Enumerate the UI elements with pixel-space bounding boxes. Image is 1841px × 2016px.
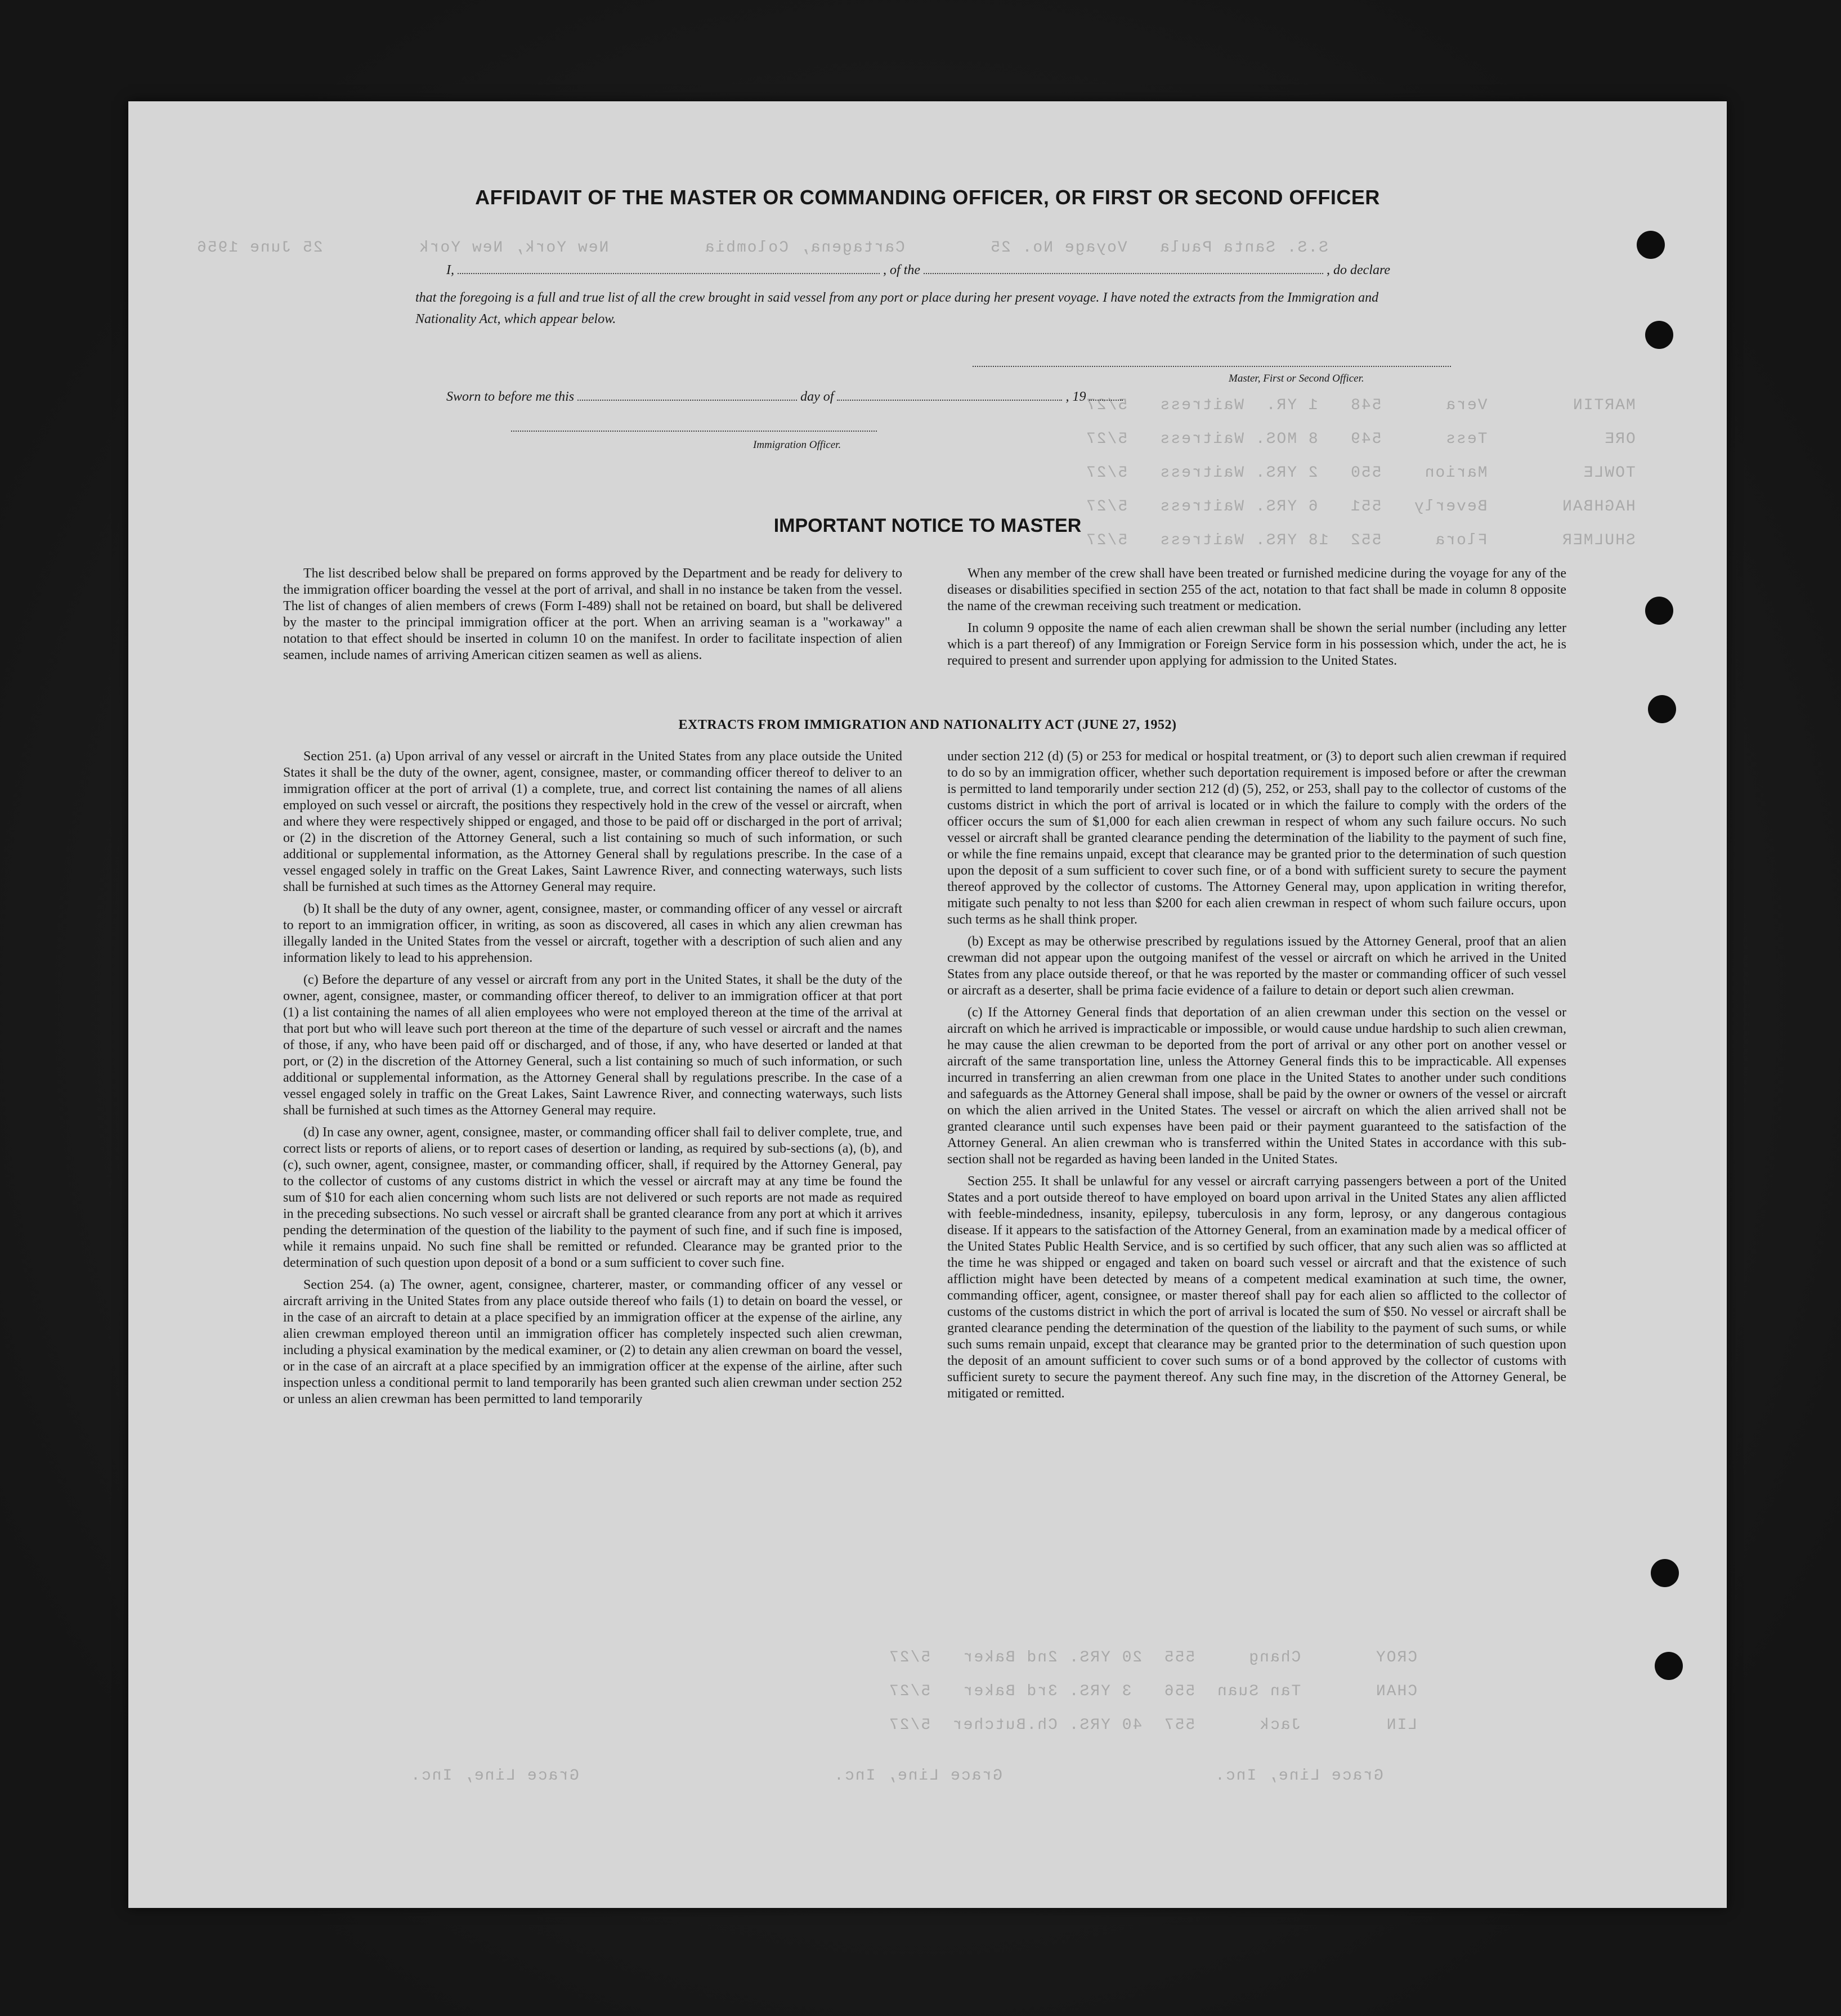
- year-prefix: , 19: [1065, 389, 1086, 404]
- vessel-field: [924, 262, 1323, 274]
- section-paragraph: Section 255. It shall be unlawful for any vessel or aircraft carrying passengers between a port of the United States and a port outside thereof to have employed on board upon arrival in the United States any alien afflicted with feeble-mindedness, insanity, epilepsy, tuberculosis in any form, leprosy, or any dangerous contagious disease. If it appears to the satisfaction of the Attorney General, from an examination made by a medical officer of the United States Public Health Service, and is so certified by such officer, that any such alien was so afflicted at the time he was shipped or engaged and taken on board such vessel or aircraft and that the existence of such affliction might have been detected by means of a competent medical examination at such time, the owner, commanding officer, agent, consignee, or master thereof shall pay for each alien so afflicted to the collector of customs of the customs district in which the port of arrival is located the sum of $50. No vessel or aircraft shall be granted clearance pending the determination of the question of the liability to the payment of such sums, or while such sums remain unpaid, except that clearance may be granted prior to the determination of such question upon the deposit of an amount sufficient to cover such sums or of a bond approved by the collector of customs with sufficient surety to secure the payment thereof. Any such fine may, in the discretion of the Attorney General, be mitigated or remitted.: [947, 1174, 1566, 1401]
- bleed-through-text: ORE Tess 549 8 MOS. Waitress 5/27: [1085, 431, 1636, 448]
- sworn-label: Sworn to before me this: [446, 389, 575, 404]
- punch-hole: [1655, 1652, 1683, 1680]
- affidavit-statement: that the foregoing is a full and true list of all the crew brought in said vessel from any port or place during her present voyage. I have noted the extracts from the Immigration and Nationality Act, which appear below.: [415, 290, 1379, 326]
- section-paragraph: (b) It shall be the duty of any owner, agent, consignee, master, or commanding officer of any vessel or aircraft to report to an immigration officer, in writing, as soon as discovered, all cases in which any alien crewman has illegally landed in the United States from the vessel or aircraft, together with a description of such alien and any information likely to lead to his apprehension.: [283, 902, 902, 965]
- do-declare-label: , do declare: [1327, 263, 1391, 277]
- sworn-day-field: [577, 388, 797, 401]
- punch-hole: [1651, 1559, 1679, 1587]
- bleed-through-text: CROY Chang 555 20 YRS. 2nd Baker 5/27: [888, 1649, 1418, 1666]
- punch-hole: [1645, 321, 1673, 349]
- section-paragraph: (d) In case any owner, agent, consignee, master, or commanding officer shall fail to deliver complete, true, and correct lists or reports of aliens, or to report cases of desertion or landing, as required by sub-sections (a), (b), and (c), such owner, agent, consignee, master, or commanding officer, shall, if required by the Attorney General, pay to the collector of customs of any customs district in which the vessel or aircraft may at any time be found the sum of $10 for each alien concerning whom such lists are not delivered or such reports are not made as required in the preceding subsections. No such vessel or aircraft shall be granted clearance from any port at which it arrives pending the determination of the question of the liability to the payment of such fine, and if such fine is imposed, while it remains unpaid. No such fine shall be remitted or refunded. Clearance may be granted prior to the determination of such question upon deposit of a bond or a sum sufficient to cover such fine.: [283, 1125, 902, 1270]
- section-paragraph: under section 212 (d) (5) or 253 for medical or hospital treatment, or (3) to deport such alien crewman if required to do so by an immigration officer, whether such deportation requirement is imposed before or after the crewman is permitted to land temporarily under section 212 (d) (5), 252, or 253, shall pay to the collector of customs of the customs district in which the port of arrival is located or in which the failure to comply with the orders of the officer occurs the sum of $1,000 for each alien crewman in respect of whom any such failure occurs. No such vessel or aircraft shall be granted clearance pending the determination of the liability to the payment of such fine, or while the fine remains unpaid, except that clearance may be granted prior to the determination of such question upon the deposit of a sum sufficient to cover such fine, or of a bond with sufficient surety to secure the payment thereof approved by the collector of customs. The Attorney General may, upon application in writing therefor, mitigate such penalty to not less than $200 for each alien crewman in respect of whom such failure occurs, upon such terms as he shall think proper.: [947, 749, 1566, 927]
- notice-paragraph: The list described below shall be prepared on forms approved by the Department and be ready for delivery to the immigration officer boarding the vessel at the port of arrival, and shall in no instance be taken from the vessel. The list of changes of alien members of crews (Form I-489) shall not be retained on board, but shall be delivered by the master to the principal immigration officer at the port. When an arriving seaman is a "workaway" a notation to that effect should be inserted in column 10 on the manifest. In order to facilitate inspection of alien seamen, include names of arriving American citizen seamen as well as aliens.: [283, 566, 902, 662]
- section-paragraph: Section 251. (a) Upon arrival of any vessel or aircraft in the United States from any place outside the United States it shall be the duty of the owner, agent, consignee, master, or commanding officer thereof to deliver to an immigration officer at the port of arrival (1) a complete, true, and correct list containing the names of all aliens employed on such vessel or aircraft, the positions they respectively hold in the crew of the vessel or aircraft, when and where they were respectively shipped or engaged, and those to be paid off or discharged in the port of arrival; or (2) in the discretion of the Attorney General, such a list containing so much of such information, or such additional or supplemental information, as the Attorney General shall by regulations prescribe. In the case of a vessel engaged solely in traffic on the Great Lakes, Saint Lawrence River, and connecting waterways, such lists shall be furnished at such times as the Attorney General may require.: [283, 749, 902, 894]
- sworn-line: [446, 388, 1347, 405]
- punch-hole: [1637, 231, 1665, 259]
- extracts-title: EXTRACTS FROM IMMIGRATION AND NATIONALITY ACT (JUNE 27, 1952): [678, 718, 1177, 732]
- day-of-label: day of: [800, 389, 834, 404]
- notice-right-column: [947, 566, 1566, 675]
- notice-paragraph: When any member of the crew shall have been treated or furnished medicine during the voyage for any of the diseases or disabilities specified in section 255 of the act, notation to that fact shall be made in column 8 opposite the name of the crewman receiving such treatment or medication.: [947, 566, 1566, 613]
- extracts-right-column: [947, 749, 1566, 1408]
- immigration-officer-caption: Immigration Officer.: [753, 439, 841, 451]
- declaration-i-label: I,: [446, 263, 454, 277]
- section-paragraph: (b) Except as may be otherwise prescribed by regulations issued by the Attorney General, proof that an alien crewman did not appear upon the outgoing manifest of the vessel or aircraft on which he arrived in the United States from any place outside thereof, or that he was reported by the master or commanding officer of such vessel or aircraft as a deserter, shall be prima facie evidence of a failure to detain or deport such alien crewman.: [947, 934, 1566, 998]
- bleed-through-text: S.S. Santa Paula Voyage No. 25 Cartagena, Colombia New York, New York 25 June 1956: [196, 239, 1328, 257]
- sworn-year-field: [1089, 388, 1123, 401]
- sworn-month-field: [837, 388, 1062, 401]
- notice-title: IMPORTANT NOTICE TO MASTER: [773, 515, 1082, 536]
- master-signature-field: [973, 355, 1451, 367]
- immigration-officer-signature-field: [511, 419, 877, 432]
- of-the-label: , of the: [883, 263, 920, 277]
- section-paragraph: (c) Before the departure of any vessel or aircraft from any port in the United States, it shall be the duty of the owner, agent, consignee, master, or commanding officer thereof, to deliver to an immigration officer at that port (1) a list containing the names of all alien employees who were not employed thereon at the time of the arrival at that port but who will leave such port thereon at the time of the departure of such vessel or aircraft and the names of those, if any, who have been paid off or discharged, and of those, if any, who have deserted or landed at that port, or (2) in the discretion of the Attorney General, such a list containing so much of such information, or such additional or supplemental information, as the Attorney General shall by regulations prescribe. In the case of a vessel engaged solely in traffic on the Great Lakes, Saint Lawrence River, and connecting waterways, such lists shall be furnished at such times as the Attorney General may require.: [283, 973, 902, 1118]
- declaration-line: [446, 262, 1426, 278]
- section-paragraph: Section 254. (a) The owner, agent, consignee, charterer, master, or commanding officer of any vessel or aircraft arriving in the United States from any place outside thereof who fails (1) to detain on board the vessel, or in the case of an aircraft to detain at a place specified by an immigration officer at the expense of the airline, any alien crewman employed thereon until an immigration officer has completely inspected such alien crewman, including a physical examination by the medical examiner, or (2) to detain any alien crewman on board the vessel, or in the case of an aircraft at a place specified by an immigration officer at the expense of the airline, after such inspection unless a conditional permit to land temporarily has been granted such alien crewman under section 252 or unless an alien crewman has been permitted to land temporarily: [283, 1278, 902, 1406]
- punch-hole: [1645, 597, 1673, 625]
- document-page: [128, 101, 1727, 1908]
- extracts-left-column: [283, 749, 902, 1413]
- notice-paragraph: In column 9 opposite the name of each alien crewman shall be shown the serial number (including any letter which is a part thereof) of any Immigration or Foreign Service form in his possession which, under the act, he is required to present and surrender upon applying for admission to the United States.: [947, 621, 1566, 668]
- bleed-through-text: CHAN Tan Suan 556 3 YRS. 3rd Baker 5/27: [888, 1683, 1418, 1700]
- notice-left-paragraph: [283, 566, 902, 669]
- section-paragraph: (c) If the Attorney General finds that deportation of an alien crewman under this section on the vessel or aircraft on which he arrived is impracticable or impossible, or would cause undue hardship to such alien crewman, he may cause the alien crewman to be deported from the port of arrival or any other port on another vessel or aircraft of the same transportation line, unless the Attorney General finds this to be impracticable. All expenses incurred in transferring an alien crewman from one place in the United States to another under such conditions and safeguards as the Attorney General shall impose, shall be paid by the owner or owners of the vessel or aircraft on which the alien arrived in the United States. The vessel or aircraft on which the alien arrived shall not be granted clearance until such expenses have been paid or their payment guaranteed to the satisfaction of the Attorney General. An alien crewman who is transferred within the United States in accordance with this sub-section shall not be regarded as having been landed in the United States.: [947, 1005, 1566, 1167]
- bleed-through-text: Grace Line, Inc. Grace Line, Inc. Grace Line, Inc.: [410, 1767, 1383, 1785]
- master-signature-caption: Master, First or Second Officer.: [1229, 373, 1364, 384]
- bleed-through-text: SHULMER Flora 552 18 YRS. Waitress 5/27: [1085, 532, 1636, 549]
- master-name-field: [458, 262, 880, 274]
- bleed-through-text: HAGHBAN Beverly 551 6 YRS. Waitress 5/27: [1085, 498, 1636, 516]
- bleed-through-text: TOWLE Marion 550 2 YRS. Waitress 5/27: [1085, 464, 1636, 482]
- affidavit-title: AFFIDAVIT OF THE MASTER OR COMMANDING OFFICER, OR FIRST OR SECOND OFFICER: [475, 186, 1380, 209]
- bleed-through-text: MARTIN Vera 548 1 YR. Waitress 5/27: [1085, 397, 1636, 414]
- bleed-through-text: LIN Jack 557 40 YRS. Ch.Butcher 5/27: [888, 1717, 1418, 1734]
